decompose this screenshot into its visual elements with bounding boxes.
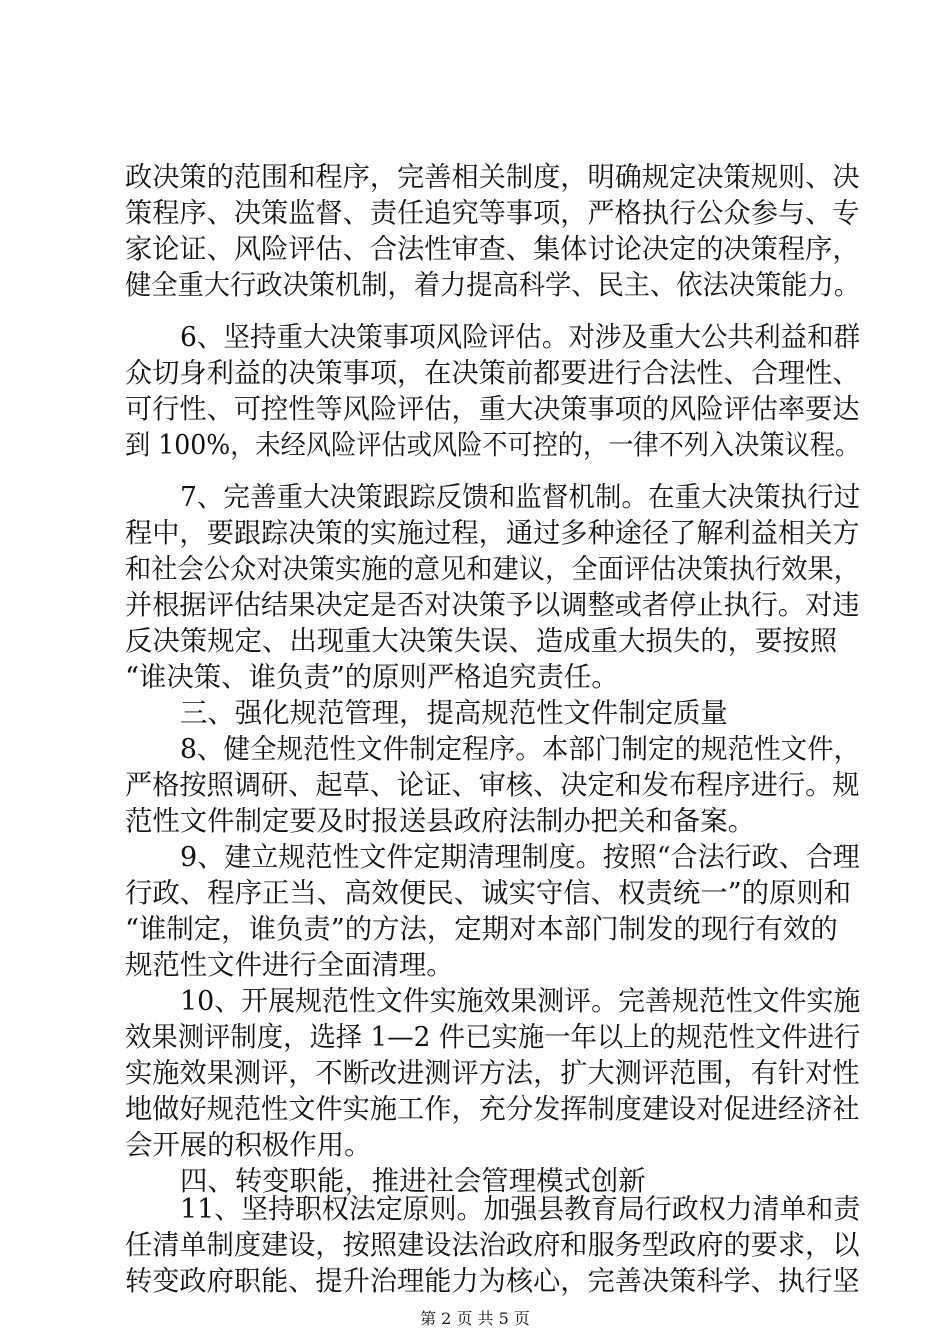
page-number-footer: 第 2 页 共 5 页 (420, 1309, 530, 1328)
text-line: 到 100%，未经风险评估或风险不可控的，一律不列入决策议程。 (125, 430, 861, 461)
text-line: 9、建立规范性文件定期清理制度。按照“合法行政、合理 (180, 842, 860, 873)
text-line: 并根据评估结果决定是否对决策予以调整或者停止执行。对违 (125, 590, 860, 621)
text-line: 可行性、可控性等风险评估，重大决策事项的风险评估率要达 (125, 394, 860, 425)
text-line: 效果测评制度，选择 1—2 件已实施一年以上的规范性文件进行 (125, 1022, 861, 1053)
text-line: 8、健全规范性文件制定程序。本部门制定的规范性文件， (180, 734, 861, 765)
text-line: 范性文件制定要及时报送县政府法制办把关和备案。 (125, 806, 755, 837)
text-line: 行政、程序正当、高效便民、诚实守信、权责统一”的原则和 (125, 878, 852, 909)
text-line: 任清单制度建设，按照建设法治政府和服务型政府的要求，以 (125, 1230, 860, 1261)
text-line: 家论证、风险评估、合法性审查、集体讨论决定的决策程序， (125, 234, 860, 265)
text-line: 7、完善重大决策跟踪反馈和监督机制。在重大决策执行过 (180, 482, 861, 513)
text-line: 规范性文件进行全面清理。 (125, 950, 454, 981)
text-line: 实施效果测评，不断改进测评方法，扩大测评范围，有针对性 (125, 1058, 860, 1089)
text-line: 地做好规范性文件实施工作，充分发挥制度建设对促进经济社 (125, 1094, 860, 1125)
text-line: 6、坚持重大决策事项风险评估。对涉及重大公共利益和群 (180, 322, 861, 353)
text-line: 会开展的积极作用。 (125, 1130, 372, 1161)
text-line: 11、坚持职权法定原则。加强县教育局行政权力清单和责 (180, 1194, 861, 1225)
text-line: 10、开展规范性文件实施效果测评。完善规范性文件实施 (180, 986, 861, 1017)
text-line: 和社会公众对决策实施的意见和建议，全面评估决策执行效果， (125, 554, 860, 585)
text-line: 反决策规定、出现重大决策失误、造成重大损失的，要按照 (125, 626, 838, 657)
section-heading: 三、强化规范管理，提高规范性文件制定质量 (180, 698, 728, 729)
text-line: 程中，要跟踪决策的实施过程，通过多种途径了解利益相关方 (125, 518, 860, 549)
text-line: 转变政府职能、提升治理能力为核心，完善决策科学、执行坚 (125, 1266, 860, 1297)
text-line: 严格按照调研、起草、论证、审核、决定和发布程序进行。规 (125, 770, 860, 801)
text-line: “谁决策、谁负责”的原则严格追究责任。 (125, 662, 619, 693)
text-line: 健全重大行政决策机制，着力提高科学、民主、依法决策能力。 (125, 270, 860, 301)
text-line: 众切身利益的决策事项，在决策前都要进行合法性、合理性、 (125, 358, 860, 389)
section-heading: 四、转变职能，推进社会管理模式创新 (180, 1166, 646, 1197)
text-line: 策程序、决策监督、责任追究等事项，严格执行公众参与、专 (125, 198, 860, 229)
text-line: “谁制定，谁负责”的方法，定期对本部门制发的现行有效的 (125, 914, 838, 945)
text-line: 政决策的范围和程序，完善相关制度，明确规定决策规则、决 (125, 162, 860, 193)
